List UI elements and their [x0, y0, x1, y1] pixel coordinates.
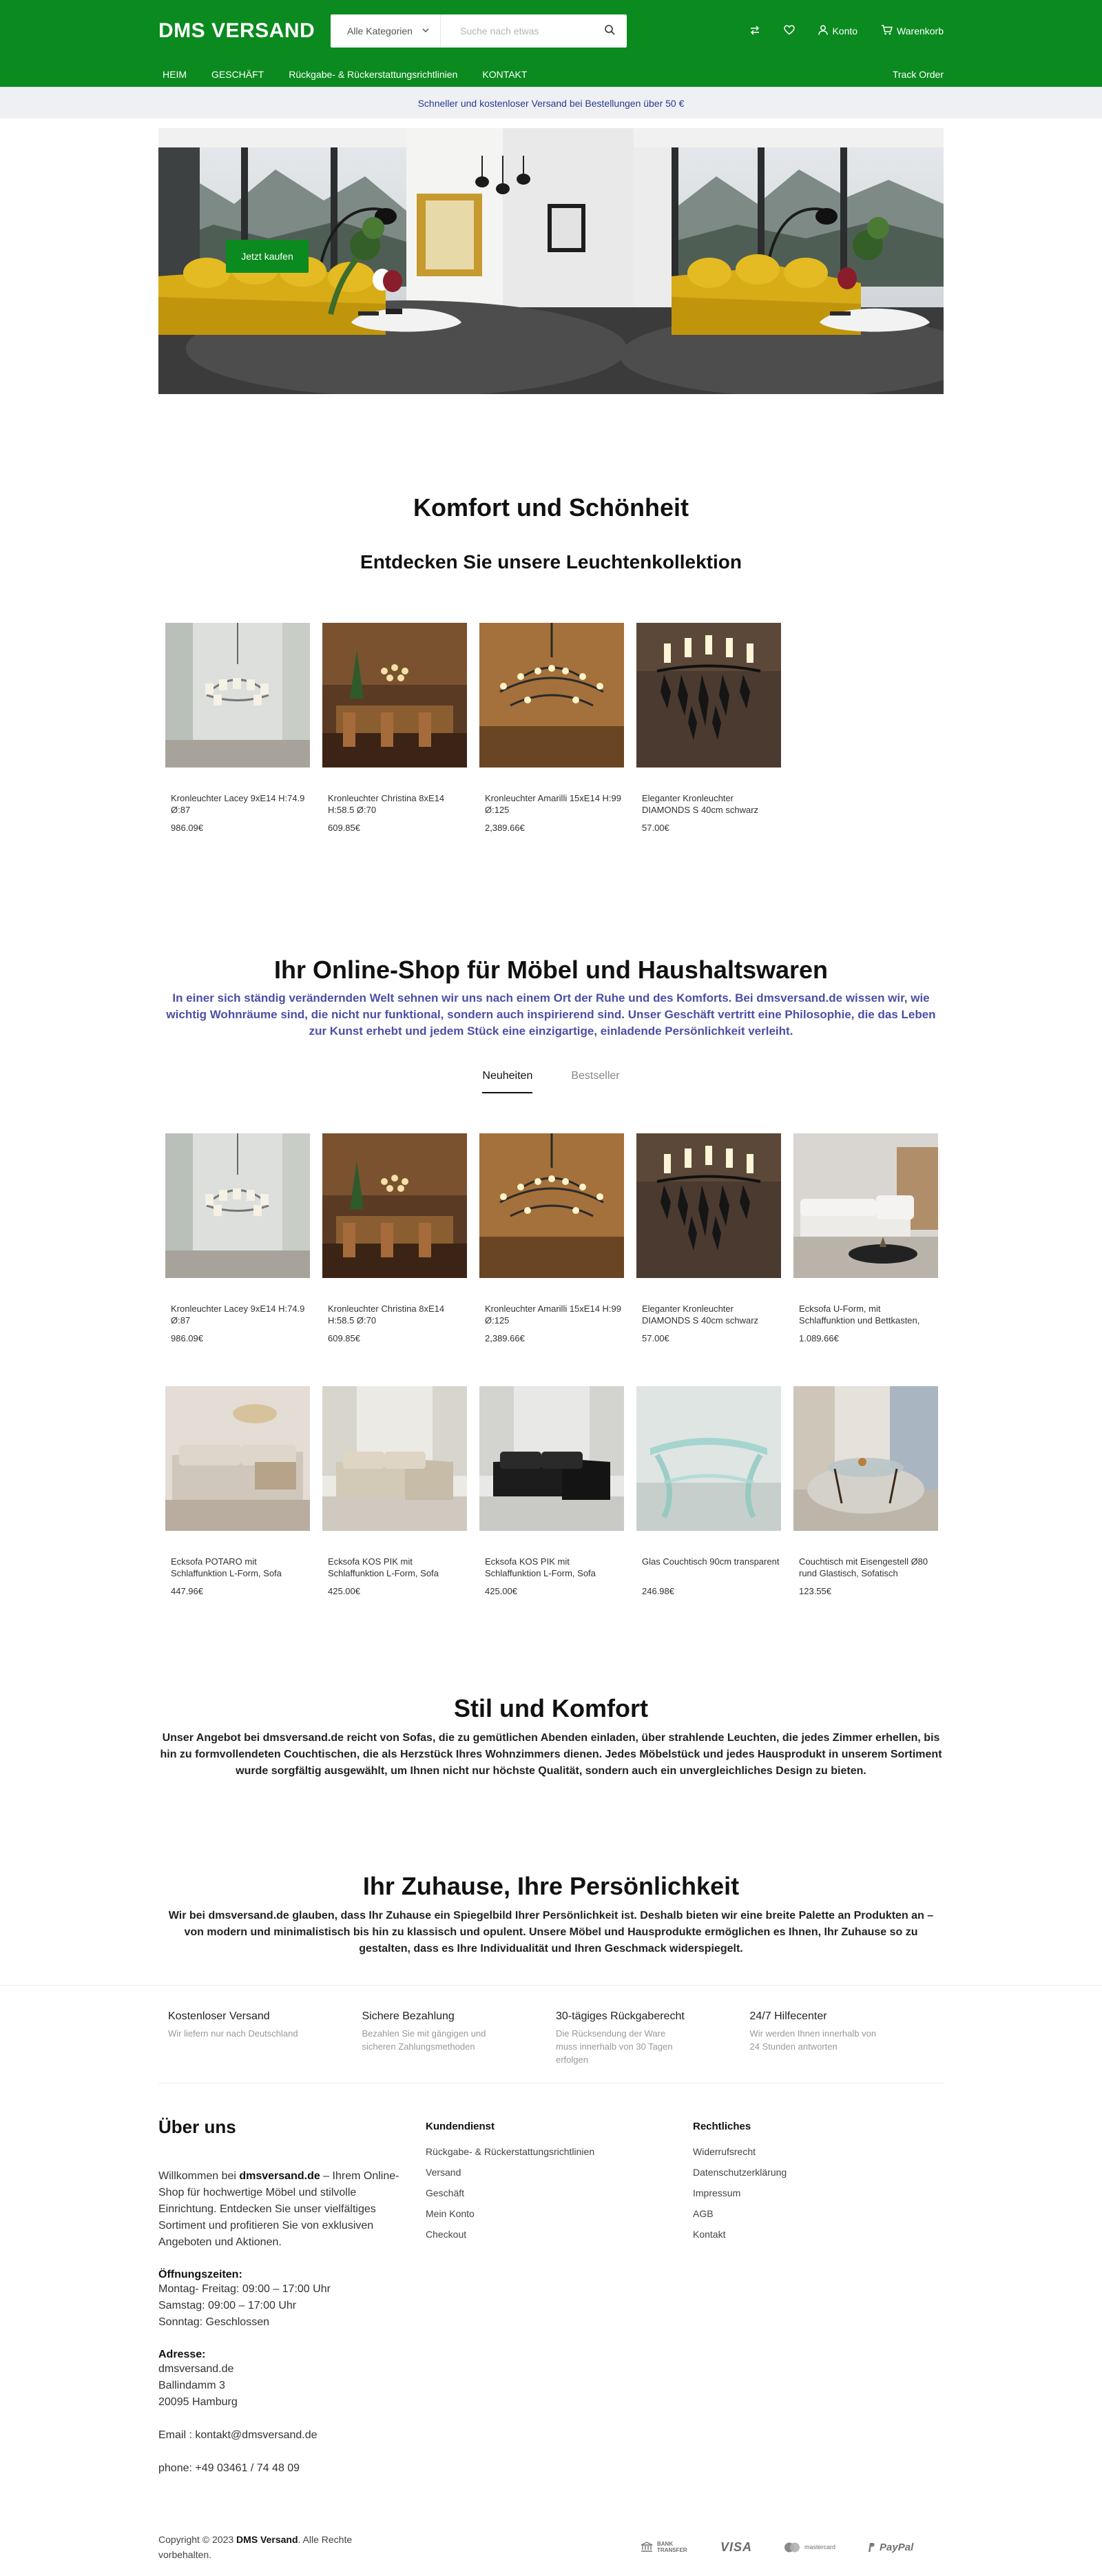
product-image-round-coffee-table[interactable]: [793, 1386, 938, 1531]
footer-link-contact[interactable]: Kontakt: [693, 2229, 726, 2240]
header-actions: [749, 25, 944, 38]
footer-hours-line: Sonntag: Geschlossen: [158, 2316, 269, 2328]
section-title-zuhause: Ihr Zuhause, Ihre Persönlichkeit: [362, 1872, 740, 1900]
product-tabs: [158, 1070, 944, 1093]
footer-email[interactable]: Email : kontakt@dmsversand.de: [158, 2429, 318, 2441]
product-price: 425.00€: [485, 1586, 517, 1596]
payment-methods: [641, 2540, 913, 2555]
product-card[interactable]: [165, 623, 310, 833]
product-image-corner-sofa-u[interactable]: [793, 1133, 938, 1278]
product-price: 123.55€: [799, 1586, 831, 1596]
tab-neuheiten[interactable]: Neuheiten: [482, 1070, 532, 1093]
hero-slider[interactable]: [158, 128, 944, 394]
product-image-corner-sofa-kos-pik-beige[interactable]: [322, 1386, 467, 1531]
nav-item-kontakt[interactable]: KONTAKT: [482, 69, 528, 80]
user-icon: [818, 25, 828, 37]
section-title-leuchten: Entdecken Sie unsere Leuchtenkollektion: [360, 551, 742, 573]
product-image-corner-sofa-potaro[interactable]: [165, 1386, 310, 1531]
mastercard-icon: [784, 2542, 835, 2553]
product-card[interactable]: [636, 623, 781, 833]
footer-link-account[interactable]: Mein Konto: [426, 2208, 475, 2219]
wishlist-button[interactable]: [784, 25, 795, 37]
category-select[interactable]: [331, 14, 441, 48]
section-title-komfort: Komfort und Schönheit: [413, 493, 689, 522]
feature-returns: [556, 2010, 750, 2066]
footer-about: [158, 2116, 426, 2477]
lamp-collection-grid: [158, 623, 944, 833]
product-price: 246.98€: [642, 1586, 674, 1596]
promo-banner: [0, 87, 1102, 119]
product-image-chandelier-diamonds[interactable]: [636, 1133, 781, 1278]
copyright-brand: DMS Versand: [236, 2534, 298, 2545]
product-image-chandelier-lacey[interactable]: [165, 623, 310, 767]
product-image-chandelier-lacey[interactable]: [165, 1133, 310, 1278]
mastercard-label: mastercard: [804, 2544, 836, 2551]
footer-address-line: Ballindamm 3: [158, 2380, 225, 2391]
product-card[interactable]: [636, 1386, 781, 1596]
chevron-down-icon: [422, 27, 429, 35]
cart-icon: [881, 25, 893, 37]
product-card[interactable]: [322, 1386, 467, 1596]
category-select-value: Alle Kategorien: [347, 25, 413, 37]
heart-icon: [784, 25, 795, 37]
product-price: 1.089.66€: [799, 1333, 839, 1343]
product-name[interactable]: Kronleuchter Amarilli 15xE14 H:99 Ø:125: [485, 1304, 621, 1326]
promo-text: Schneller und kostenloser Versand bei Bestellungen über 50 €: [417, 97, 685, 109]
footer-address-label: Adresse:: [158, 2349, 206, 2360]
footer-link-returns[interactable]: Rückgabe- & Rückerstattungsrichtlinien: [426, 2146, 595, 2157]
footer-service-column: [426, 2116, 693, 2477]
product-price: 609.85€: [328, 823, 360, 833]
product-name[interactable]: Kronleuchter Amarilli 15xE14 H:99 Ø:125: [485, 793, 621, 815]
product-name[interactable]: Ecksofa KOS PIK mit Schlaffunktion L-Form, Sofa: [328, 1556, 439, 1578]
bank-transfer-icon: [641, 2541, 689, 2553]
product-image-chandelier-amarilli[interactable]: [479, 1133, 624, 1278]
footer-bottom-bar: [158, 2532, 944, 2576]
footer-link-withdrawal[interactable]: Widerrufsrecht: [693, 2146, 756, 2157]
paypal-label: PayPal: [880, 2541, 914, 2553]
footer-hours-line: Montag- Freitag: 09:00 – 17:00 Uhr: [158, 2283, 331, 2295]
product-name[interactable]: Couchtisch mit Eisengestell Ø80 rund Glastisch, Sofatisch: [799, 1556, 928, 1578]
product-price: 425.00€: [328, 1586, 360, 1596]
section-title-stil: Stil und Komfort: [454, 1694, 648, 1722]
product-name[interactable]: Ecksofa KOS PIK mit Schlaffunktion L-Form, Sofa: [485, 1556, 596, 1578]
new-products-grid-row-2: [158, 1386, 944, 1596]
search-icon: [604, 24, 615, 39]
product-price: 447.96€: [171, 1586, 203, 1596]
section-title-online-shop: Ihr Online-Shop für Möbel und Haushaltswaren: [273, 956, 829, 984]
product-image-chandelier-amarilli[interactable]: [479, 623, 624, 767]
feature-title: 24/7 Hilfecenter: [749, 2010, 827, 2022]
product-name[interactable]: Eleganter Kronleuchter DIAMONDS S 40cm schwarz: [642, 1304, 759, 1326]
footer-link-checkout[interactable]: Checkout: [426, 2229, 467, 2240]
product-price: 986.09€: [171, 823, 203, 833]
search-bar: [331, 14, 627, 48]
copyright-text: Copyright © 2023 DMS Versand. Alle Rechte vorbehalten.: [158, 2534, 353, 2560]
product-image-glass-coffee-table[interactable]: [636, 1386, 781, 1531]
main-navigation: [158, 62, 944, 87]
nav-item-rueckgabe[interactable]: Rückgabe- & Rückerstattungsrichtlinien: [289, 69, 458, 80]
product-name[interactable]: Kronleuchter Christina 8xE14 H:58.5 Ø:70: [328, 1304, 445, 1326]
paypal-icon: [867, 2542, 913, 2553]
product-price: 2,389.66€: [485, 1333, 525, 1343]
bank-transfer-label: BANK TRANSFER: [657, 2541, 687, 2553]
header-top-bar: [158, 0, 944, 62]
new-products-grid-row-1: [158, 1133, 944, 1343]
cart-label: Warenkorb: [897, 25, 944, 37]
compare-button[interactable]: [749, 25, 760, 38]
tab-bestseller[interactable]: Bestseller: [571, 1070, 620, 1082]
visa-icon: [720, 2540, 752, 2555]
product-price: 609.85€: [328, 1333, 360, 1343]
product-image-corner-sofa-kos-pik-black[interactable]: [479, 1386, 624, 1531]
site-header: [0, 0, 1102, 87]
product-card[interactable]: [479, 1133, 624, 1343]
footer-address-line: 20095 Hamburg: [158, 2396, 238, 2408]
product-card[interactable]: [793, 1133, 938, 1343]
feature-subtitle: Wir liefern nur nach Deutschland: [168, 2028, 298, 2039]
product-price: 57.00€: [642, 823, 669, 833]
search-button[interactable]: [592, 14, 627, 48]
product-price: 57.00€: [642, 1333, 669, 1343]
product-image-chandelier-christina[interactable]: [322, 1133, 467, 1278]
online-shop-intro: In einer sich ständig verändernden Welt sehnen wir uns nach einem Ort der Ruhe und des Komforts. Bei dmsversand.de wissen wir, wie wichtig Wohnräume sind, die nicht nur funktional, sondern auch inspirierend sind. Unser Geschäft vertritt eine Philosophie, die das Leben zur Kunst erhebt und jedem Stück eine einzigartige, einladende Persönlichkeit verleiht.: [166, 991, 936, 1038]
footer-address-line: dmsversand.de: [158, 2363, 234, 2375]
product-card[interactable]: [479, 623, 624, 833]
feature-title: Kostenloser Versand: [168, 2010, 270, 2022]
feature-secure-payment: [362, 2010, 557, 2066]
visa-label: VISA: [720, 2539, 753, 2554]
footer-legal-title: Rechtliches: [693, 2121, 751, 2132]
footer-about-title: Über uns: [158, 2116, 236, 2137]
footer-about-text: Willkommen bei dmsversand.de – Ihrem Online-Shop für hochwertige Möbel und stilvolle Einrichtung. Entdecken Sie unser vielfältiges Sortiment und profitieren Sie von exklusiven Angeboten und Aktionen.: [158, 2170, 399, 2248]
product-name[interactable]: Kronleuchter Christina 8xE14 H:58.5 Ø:70: [328, 793, 445, 815]
product-card[interactable]: [793, 1386, 938, 1596]
product-price: 2,389.66€: [485, 823, 525, 833]
product-card[interactable]: [479, 1386, 624, 1596]
feature-subtitle: Die Rücksendung der Ware muss innerhalb von 30 Tagen erfolgen: [556, 2028, 673, 2065]
cart-button[interactable]: [881, 25, 944, 37]
hero-shop-now-button[interactable]: Jetzt kaufen: [226, 240, 309, 273]
compare-arrows-icon: [749, 25, 760, 38]
footer-phone[interactable]: phone: +49 03461 / 74 48 09: [158, 2462, 300, 2474]
footer-link-terms[interactable]: AGB: [693, 2208, 714, 2219]
product-image-chandelier-diamonds[interactable]: [636, 623, 781, 767]
footer-hours-label: Öffnungszeiten:: [158, 2269, 242, 2280]
product-card[interactable]: [322, 623, 467, 833]
footer-link-privacy[interactable]: Datenschutzerklärung: [693, 2167, 787, 2178]
features-bar: [0, 1985, 1102, 2083]
nav-item-geschaeft[interactable]: GESCHÄFT: [211, 69, 264, 80]
product-card[interactable]: [165, 1133, 310, 1343]
product-price: 986.09€: [171, 1333, 203, 1343]
feature-help-center: [750, 2010, 944, 2066]
nav-item-heim[interactable]: HEIM: [163, 69, 187, 80]
search-input[interactable]: [441, 25, 592, 37]
product-name[interactable]: Ecksofa POTARO mit Schlaffunktion L-Form, Sofa: [171, 1556, 282, 1578]
product-name[interactable]: Kronleuchter Lacey 9xE14 H:74.9 Ø:87: [171, 1304, 305, 1326]
feature-subtitle: Bezahlen Sie mit gängigen und sicheren Zahlungsmethoden: [362, 2028, 486, 2052]
footer-link-shipping[interactable]: Versand: [426, 2167, 461, 2178]
product-name[interactable]: Glas Couchtisch 90cm transparent: [642, 1556, 780, 1567]
feature-subtitle: Wir werden Ihnen innerhalb von 24 Stunden antworten: [749, 2028, 877, 2052]
product-card[interactable]: [636, 1133, 781, 1343]
product-name[interactable]: Kronleuchter Lacey 9xE14 H:74.9 Ø:87: [171, 793, 305, 815]
zuhause-text: Wir bei dmsversand.de glauben, dass Ihr Zuhause ein Spiegelbild Ihrer Persönlichkeit ist. Deshalb bieten wir eine breite Palette an Produkten an – von modern und minimalistisch bis hin zu klassisch und opulent. Unsere Möbel und Hausprodukte ermöglichen es Ihnen, Ihr Zuhause so zu gestalten, dass es Ihre Individualität und Ihren Geschmack widerspiegelt.: [168, 1910, 934, 1955]
product-image-chandelier-christina[interactable]: [322, 623, 467, 767]
footer-legal-column: [693, 2116, 944, 2477]
footer-about-brand: dmsversand.de: [239, 2170, 320, 2182]
footer-hours-line: Samstag: 09:00 – 17:00 Uhr: [158, 2300, 297, 2311]
feature-free-shipping: [168, 2010, 362, 2066]
feature-title: 30-tägiges Rückgaberecht: [556, 2010, 685, 2022]
account-label: Konto: [832, 25, 858, 37]
site-footer: [158, 2116, 944, 2576]
product-card[interactable]: [165, 1386, 310, 1596]
track-order-link[interactable]: Track Order: [892, 69, 944, 80]
footer-service-title: Kundendienst: [426, 2121, 495, 2132]
stil-text: Unser Angebot bei dmsversand.de reicht von Sofas, die zu gemütlichen Abenden einladen, über strahlende Leuchten, die jedes Zimmer erhellen, bis hin zu formvollendeten Couchtischen, die als Herzstück Ihres Wohnzimmers dienen. Jedes Möbelstück und jedes Hausprodukt in unserem Sortiment wurde sorgfältig ausgewählt, um Ihnen nicht nur höchste Qualität, sondern auch ein unvergleichliches Design zu bieten.: [160, 1732, 942, 1777]
footer-link-shop[interactable]: Geschäft: [426, 2187, 465, 2198]
product-name[interactable]: Ecksofa U-Form, mit Schlaffunktion und Bettkasten,: [799, 1304, 920, 1326]
footer-link-imprint[interactable]: Impressum: [693, 2187, 741, 2198]
account-button[interactable]: [818, 25, 857, 37]
feature-title: Sichere Bezahlung: [362, 2010, 455, 2022]
site-logo[interactable]: DMS VERSAND: [158, 19, 315, 42]
product-card[interactable]: [322, 1133, 467, 1343]
product-name[interactable]: Eleganter Kronleuchter DIAMONDS S 40cm schwarz: [642, 793, 759, 815]
